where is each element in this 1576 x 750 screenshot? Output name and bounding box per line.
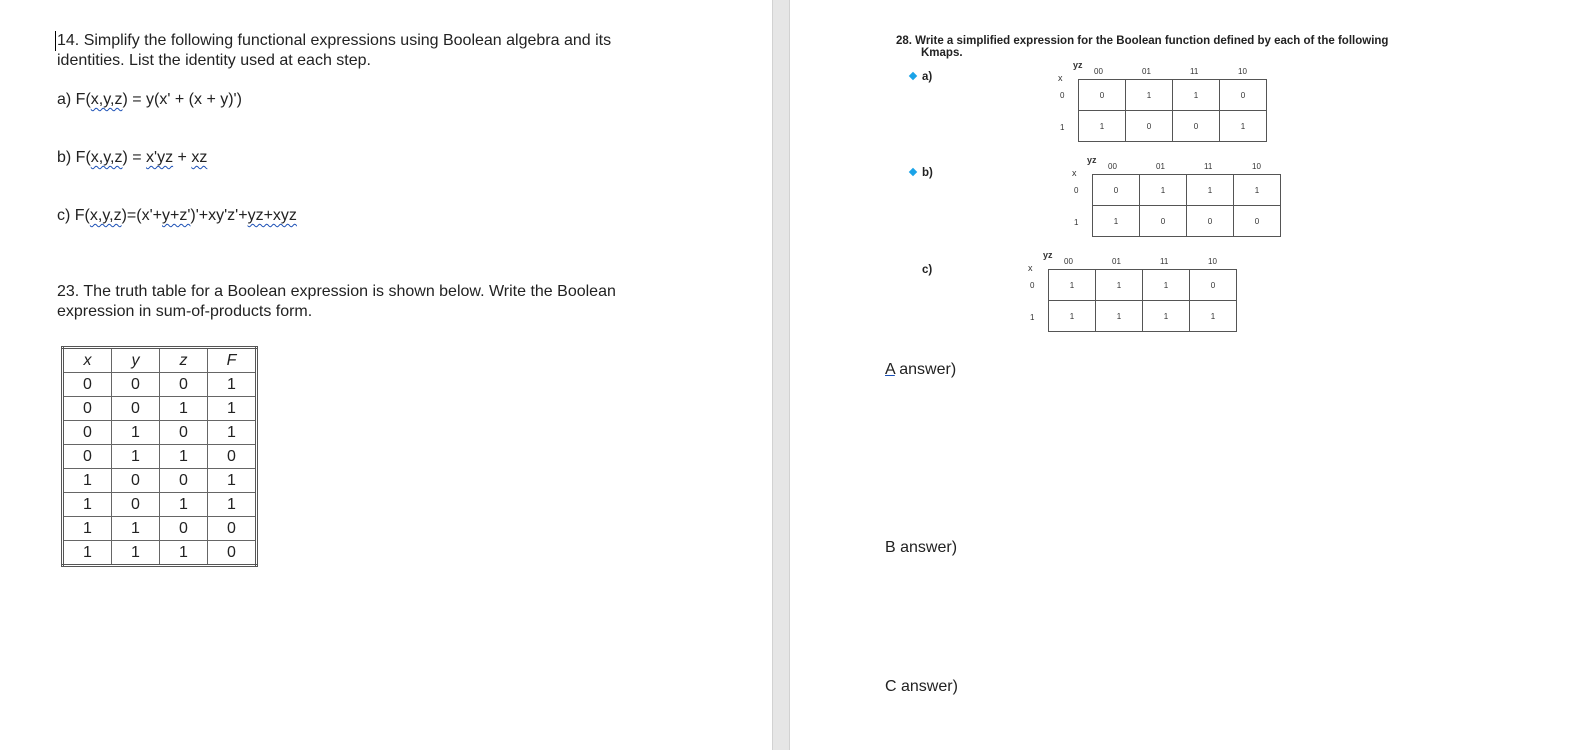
kmap-cell: 0 [1219,79,1267,111]
truth-table-cell: 1 [208,469,257,493]
kmap-column-label: 10 [1238,67,1247,76]
spelling-underline[interactable]: xz [191,149,208,166]
kmap-yz-label: yz [1043,250,1053,260]
answer-a[interactable]: A answer) [885,361,957,378]
truth-table-cell: 1 [112,421,160,445]
kmap-cell: 1 [1048,269,1096,301]
kmap-cell: 1 [1095,300,1143,332]
truth-table-cell: 0 [208,445,257,469]
kmap-column-label: 10 [1252,162,1261,171]
kmap-column-label: 00 [1094,67,1103,76]
truth-table-cell: 0 [208,517,257,541]
spelling-underline[interactable]: x,y,z [90,149,123,166]
kmap-column-label: 11 [1160,257,1169,266]
kmap-row-label: 0 [1060,91,1065,100]
truth-table-header [63,348,257,373]
kmap-cell: 1 [1078,110,1126,142]
truth-table-cell: 1 [208,421,257,445]
truth-table-cell: 0 [160,421,208,445]
truth-table-cell: 0 [160,373,208,397]
kmap-column-label: 11 [1190,67,1199,76]
truth-table-header-cell: x [63,348,112,373]
truth-table-row [63,517,257,541]
truth-table-row [63,493,257,517]
truth-table-cell: 1 [160,445,208,469]
problem-14c: c) F(x,y,z)=(x'+y+z')'+xy'z'+yz+xyz [57,207,297,224]
kmap-label: c) [922,264,933,276]
kmap-x-label: x [1072,168,1077,178]
truth-table-cell: 1 [160,397,208,421]
text-cursor [55,31,56,51]
problem-23-title: 23. The truth table for a Boolean expression is shown below. Write the Boolean [57,283,616,300]
kmap-row-label: 1 [1074,218,1079,227]
truth-table-cell: 1 [63,493,112,517]
kmap-cell: 1 [1172,79,1220,111]
truth-table-cell: 0 [160,517,208,541]
kmap-cell: 1 [1095,269,1143,301]
truth-table-row [63,445,257,469]
spelling-underline[interactable]: yz+xyz [247,207,297,224]
kmap-row-label: 0 [1030,281,1035,290]
kmap-cell: 1 [1125,79,1173,111]
truth-table-cell: 0 [63,373,112,397]
kmap-x-label: x [1028,263,1033,273]
kmap-yz-label: yz [1073,60,1083,70]
answer-b[interactable]: B answer) [885,539,958,556]
truth-table-cell: 1 [160,493,208,517]
truth-table-row [63,373,257,397]
kmap-label: b) [922,167,933,179]
problem-23-title-line2: expression in sum-of-products form. [57,303,313,320]
problem-14-title: 14. Simplify the following functional expressions using Boolean algebra and its [57,32,612,49]
kmap-column-label: 01 [1156,162,1165,171]
kmap-cell: 1 [1233,174,1281,206]
kmap-cell: 0 [1172,110,1220,142]
truth-table-cell: 1 [63,469,112,493]
right-document-page [790,0,1576,750]
kmap-cell: 1 [1186,174,1234,206]
spelling-underline[interactable]: y+z' [161,207,191,224]
kmap-cell: 0 [1078,79,1126,111]
truth-table-cell: 0 [112,373,160,397]
kmap-cell: 1 [1189,300,1237,332]
kmap-yz-label: yz [1087,155,1097,165]
kmap-cell: 1 [1048,300,1096,332]
truth-table-cell: 0 [160,469,208,493]
kmap-column-label: 01 [1142,67,1151,76]
problem-28-title-line2: Kmaps. [921,47,963,59]
spelling-underline[interactable]: x,y,z [90,91,123,108]
truth-table-header-cell: y [112,348,160,373]
page-gutter [772,0,790,750]
kmap-cell: 1 [1142,300,1190,332]
spelling-underline[interactable]: x,y,z [89,207,122,224]
kmap-cell: 0 [1125,110,1173,142]
kmap-cell: 0 [1189,269,1237,301]
truth-table-row [63,421,257,445]
truth-table-cell: 1 [112,445,160,469]
kmap-cell: 1 [1092,205,1140,237]
left-document-page [0,0,772,750]
truth-table-cell: 1 [112,517,160,541]
kmap-cell: 0 [1233,205,1281,237]
spelling-underline[interactable]: x'yz [146,149,174,166]
truth-table-row [63,541,257,566]
truth-table-cell: 0 [112,493,160,517]
problem-14-title-line2: identities. List the identity used at each step. [57,52,371,69]
truth-table-cell: 0 [63,421,112,445]
truth-table-cell: 0 [208,541,257,566]
kmap-cell: 1 [1139,174,1187,206]
truth-table-header-cell: F [208,348,257,373]
kmap-row-label: 1 [1030,313,1035,322]
problem-28-title: 28. Write a simplified expression for the Boolean function defined by each of the following [896,35,1389,47]
kmap-column-label: 10 [1208,257,1217,266]
truth-table-cell: 1 [208,493,257,517]
truth-table-cell: 1 [208,397,257,421]
truth-table-header-cell: z [160,348,208,373]
truth-table-cell: 0 [112,397,160,421]
kmap-cell: 0 [1139,205,1187,237]
problem-14b: b) F(x,y,z) = x'yz + xz [57,149,208,166]
kmap-x-label: x [1058,73,1063,83]
truth-table-cell: 0 [112,469,160,493]
answer-c[interactable]: C answer) [885,678,958,695]
kmap-cell: 0 [1092,174,1140,206]
problem-14a: a) F(x,y,z) = y(x' + (x + y)') [57,91,242,108]
kmap-cell: 1 [1142,269,1190,301]
truth-table-cell: 1 [63,541,112,566]
truth-table-cell: 1 [160,541,208,566]
truth-table-row [63,469,257,493]
kmap-row-label: 1 [1060,123,1065,132]
truth-table-row [63,397,257,421]
kmap-column-label: 00 [1108,162,1117,171]
kmap-label: a) [922,71,933,83]
truth-table-cell: 0 [63,397,112,421]
kmap-row-label: 0 [1074,186,1079,195]
bullet-diamond-icon [909,72,917,80]
truth-table-cell: 1 [112,541,160,566]
kmap-cell: 0 [1186,205,1234,237]
kmap-column-label: 01 [1112,257,1121,266]
truth-table-cell: 1 [63,517,112,541]
bullet-diamond-icon [909,168,917,176]
kmap-column-label: 00 [1064,257,1073,266]
truth-table [61,346,258,567]
truth-table-cell: 1 [208,373,257,397]
kmap-cell: 1 [1219,110,1267,142]
kmap-column-label: 11 [1204,162,1213,171]
truth-table-cell: 0 [63,445,112,469]
